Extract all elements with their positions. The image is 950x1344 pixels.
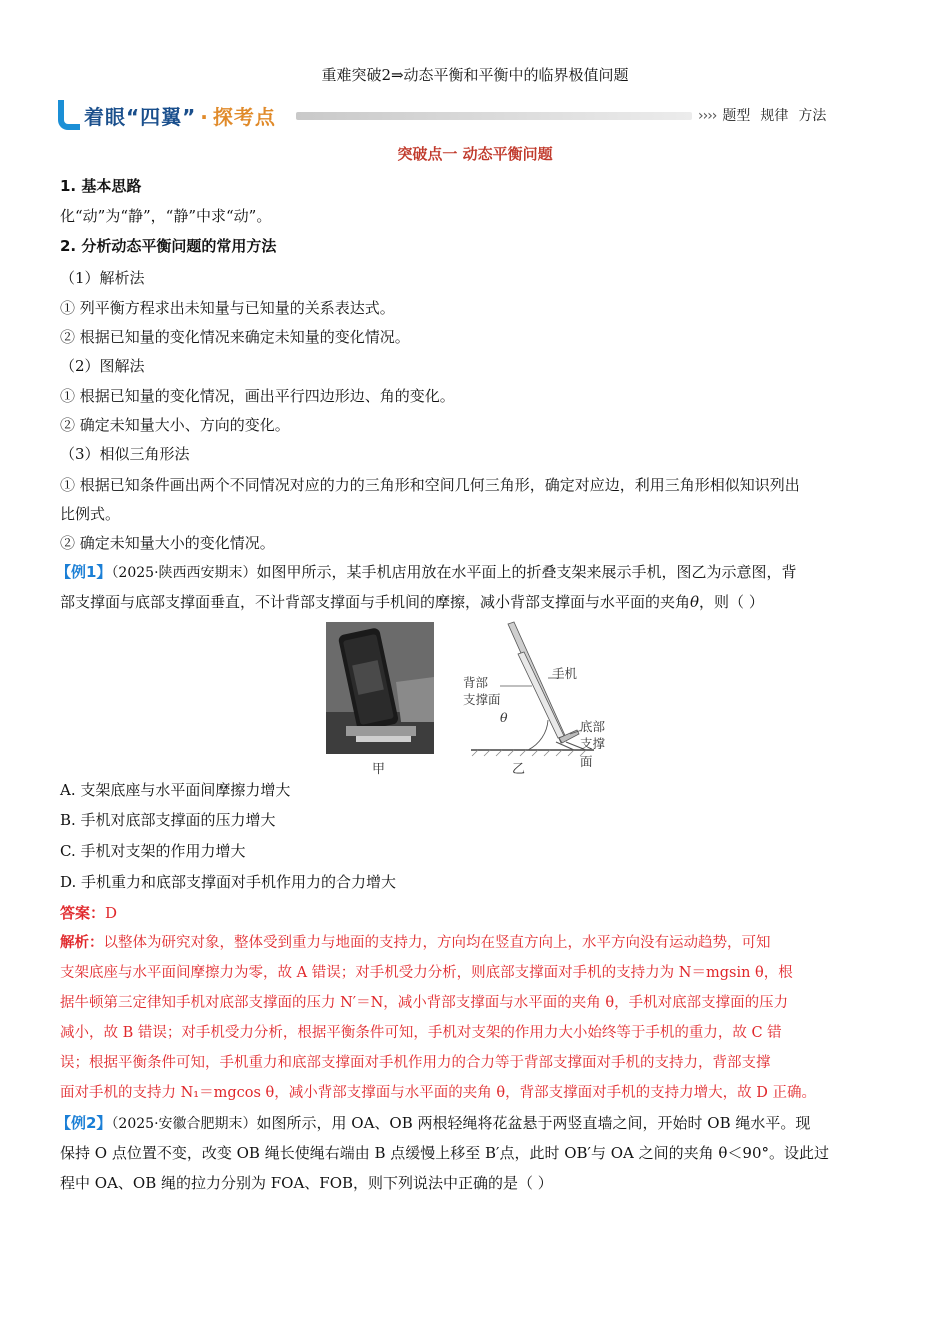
section-title: 突破点一 动态平衡问题 (397, 145, 553, 163)
phone-stand-photo (326, 622, 434, 754)
paragraph-basic-idea: 化“动”为“静”，“静”中求“动”。 (60, 207, 272, 225)
banner-divider-bar (296, 112, 692, 120)
section-banner (58, 98, 858, 134)
example2-tag: 【例2】 (56, 1114, 112, 1132)
chevrons-icon: ›››› (698, 108, 717, 124)
banner-part1: 着眼 (84, 104, 126, 129)
banner-right-labels (698, 105, 826, 125)
method-similar-step2: ② 确定未知量大小的变化情况。 (60, 534, 275, 552)
banner-dot: · (200, 104, 209, 129)
option-b: B. 手机对底部支撑面的压力增大 (60, 811, 276, 829)
method-analytic-step1: ① 列平衡方程求出未知量与已知量的关系表达式。 (60, 299, 395, 317)
page-title: 重难突破2⇒动态平衡和平衡中的临界极值问题 (321, 66, 629, 84)
banner-part2: “四翼” (126, 104, 197, 129)
label-bottom-1: 底部 (580, 719, 606, 734)
figure-caption-a: 甲 (372, 762, 386, 777)
analysis-label: 解析： (60, 935, 104, 951)
option-a: A. 支架底座与水平面间摩擦力增大 (60, 781, 291, 799)
example2-line3: 程中 OA、OB 绳的拉力分别为 FOA、FOB，则下列说法中正确的是（ ） (60, 1174, 553, 1192)
method-graphic-step2: ② 确定未知量大小、方向的变化。 (60, 416, 290, 434)
banner-label-method: 方法 (798, 108, 827, 124)
label-back-2: 支撑面 (463, 692, 501, 707)
analysis-line-4: 减小，故 B 错误；对手机受力分析，根据平衡条件可知，手机对支架的作用力大小始终等于手机的重力，故 C 错 (60, 1025, 782, 1041)
answer-line (60, 899, 890, 928)
analysis-line-1: 解析：以整体为研究对象，整体受到重力与地面的支持力，方向均在竖直方向上，水平方向没有运动趋势，可知 (60, 935, 771, 951)
option-c: C. 手机对支架的作用力增大 (60, 842, 246, 860)
answer-label: 答案： (60, 904, 106, 922)
heading-methods: 2. 分析动态平衡问题的常用方法 (60, 237, 277, 255)
analysis-line-6: 面对手机的支持力 N₁＝mgcos θ，减小背部支撑面与水平面的夹角 θ，背部支撑面对手机的支持力增大，故 D 正确。 (60, 1085, 816, 1101)
answer-value: D (105, 904, 118, 922)
example1-source: （2025·陕西西安期末） (111, 565, 257, 581)
method-graphic: （2）图解法 (60, 357, 145, 375)
label-phone: 手机 (552, 666, 578, 681)
method-similar-step1: ① 根据已知条件画出两个不同情况对应的力的三角形和空间几何三角形，确定对应边，利用三角形相似知识列出 (60, 476, 800, 494)
example1-stem-1: 如图甲所示，某手机店用放在水平面上的折叠支架来展示手机，图乙为示意图，背 (256, 563, 797, 581)
label-theta: θ (500, 710, 508, 725)
label-back-1: 背部 (463, 675, 489, 690)
option-d: D. 手机重力和底部支撑面对手机作用力的合力增大 (60, 873, 397, 891)
method-analytic: （1）解析法 (60, 269, 145, 287)
example2-source: （2025·安徽合肥期末） (111, 1116, 257, 1132)
example1-line1 (56, 558, 886, 588)
example1-tag: 【例1】 (56, 563, 112, 581)
example2-line2: 保持 O 点位置不变，改变 OB 绳长使绳右端由 B 点缓慢上移至 B′点，此时 OB′与 OA 之间的夹角 θ＜90°。设此过 (60, 1144, 829, 1162)
example1-figure (326, 620, 616, 775)
banner-corner-icon (58, 100, 80, 130)
analysis-line-3: 据牛顿第三定律知手机对底部支撑面的压力 N′＝N，减小背部支撑面与水平面的夹角 θ，手机对底部支撑面的压力 (60, 995, 789, 1011)
example1-line2: 部支撑面与底部支撑面垂直，不计背部支撑面与手机间的摩擦，减小背部支撑面与水平面的夹角θ，则（ ） (60, 593, 764, 611)
banner-label-rule: 规律 (760, 108, 789, 124)
example2-line1: 【例2】（2025·安徽合肥期末）如图所示，用 OA、OB 两根轻绳将花盆悬于两竖直墙之间，开始时 OB 绳水平。现 (56, 1114, 811, 1132)
method-similar: （3）相似三角形法 (60, 445, 190, 463)
banner-part3: 探考点 (212, 104, 276, 129)
method-analytic-step2: ② 根据已知量的变化情况来确定未知量的变化情况。 (60, 328, 410, 346)
figure-caption-b: 乙 (512, 762, 526, 777)
heading-basic-idea: 1. 基本思路 (60, 177, 142, 195)
method-graphic-step1: ① 根据已知量的变化情况，画出平行四边形边、角的变化。 (60, 387, 455, 405)
banner-label-type: 题型 (722, 108, 751, 124)
analysis-line-5: 误；根据平衡条件可知，手机重力和底部支撑面对手机作用力的合力等于背部支撑面对手机的支持力，背部支撑 (60, 1055, 771, 1071)
method-similar-step1-cont: 比例式。 (60, 505, 121, 523)
label-bottom-2: 支撑面 (580, 736, 606, 769)
analysis-line-2: 支架底座与水平面间摩擦力为零，故 A 错误；对手机受力分析，则底部支撑面对手机的支持力为 N＝mgsin θ，根 (60, 965, 793, 981)
banner-tag (58, 98, 276, 132)
